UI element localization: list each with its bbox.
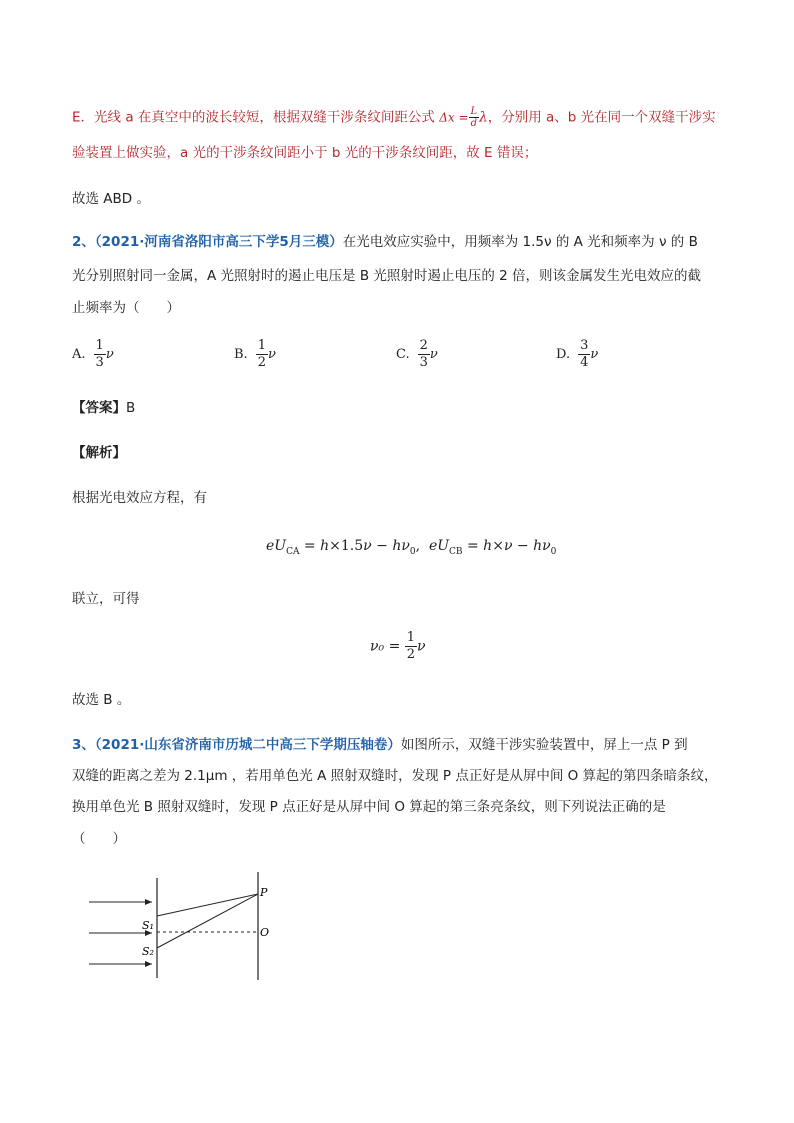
q2-conclusion: 故选 B 。 bbox=[72, 692, 131, 708]
q2-analysis-tag: 【解析】 bbox=[72, 445, 126, 461]
q2-result: ν₀ = $\frac{1}{2}$ ν bbox=[370, 630, 426, 662]
q2-equation: $eU_{CA} = h\times 1.5\nu - h\nu_0$, $eU_{CB} = h\times\nu - h\nu_0$ bbox=[266, 538, 557, 557]
q3-number: 3、 bbox=[72, 737, 95, 753]
formula-fraction: $\frac{L}{d}$ bbox=[470, 106, 478, 129]
option-e-explanation-line2: 验装置上做实验，a 光的干涉条纹间距小于 b 光的干涉条纹间距，故 E 错误； bbox=[72, 145, 538, 161]
option-b-fraction: $\frac{1}{2}$ bbox=[257, 338, 266, 370]
slit-s2-label: S₂ bbox=[142, 945, 154, 958]
q2-number: 2、 bbox=[72, 234, 95, 250]
q2-stem-line3: 止频率为（ ） bbox=[72, 300, 180, 316]
slit-s1-label: S₁ bbox=[142, 919, 154, 932]
q2-step1: 根据光电效应方程，有 bbox=[72, 490, 207, 506]
q2-option-d[interactable]: D. $\frac{3}{4}$ ν bbox=[556, 338, 599, 370]
point-p-label: P bbox=[260, 886, 268, 899]
q2-stem-line2: 光分别照射同一金属，A 光照射时的遏止电压是 B 光照射时遏止电压的 2 倍，则该金属发生光电效应的截 bbox=[72, 268, 702, 284]
q3-stem-line1: 3、（2021·山东省济南市历城二中高三下学期压轴卷）如图所示，双缝干涉实验装置中，屏上一点 P 到 bbox=[72, 737, 688, 753]
option-e-explanation-line1: E．光线 a 在真空中的波长较短，根据双缝干涉条纹间距公式 Δx = $\frac{L}{d}$ λ，分别用 a、b 光在同一个双缝干涉实 bbox=[72, 106, 716, 129]
q2-option-a[interactable]: A. $\frac{1}{3}$ ν bbox=[72, 338, 114, 370]
path-s2-to-p bbox=[157, 894, 258, 948]
q1-conclusion: 故选 ABD 。 bbox=[72, 191, 150, 207]
q2-option-b[interactable]: B. $\frac{1}{2}$ ν bbox=[234, 338, 276, 370]
q2-stem-line1: 2、（2021·河南省洛阳市高三下学5月三模）在光电效应实验中，用频率为 1.5ν 的 A 光和频率为 ν 的 B bbox=[72, 234, 698, 250]
q2-option-c[interactable]: C. $\frac{2}{3}$ ν bbox=[396, 338, 438, 370]
point-o-label: O bbox=[260, 926, 270, 939]
q3-stem-line2: 双缝的距离之差为 2.1μm ，若用单色光 A 照射双缝时，发现 P 点正好是从屏中间 O 算起的第四条暗条纹， bbox=[72, 768, 718, 784]
q3-stem-line4: （ ） bbox=[72, 831, 126, 847]
q2-step2: 联立，可得 bbox=[72, 591, 140, 607]
option-d-fraction: $\frac{3}{4}$ bbox=[580, 338, 589, 370]
q2-source: （2021·河南省洛阳市高三下学5月三模） bbox=[94, 234, 343, 250]
option-c-fraction: $\frac{2}{3}$ bbox=[419, 338, 428, 370]
path-s1-to-p bbox=[157, 894, 258, 916]
double-slit-diagram bbox=[84, 870, 294, 980]
formula-dx: Δx = bbox=[439, 110, 469, 125]
option-a-fraction: $\frac{1}{3}$ bbox=[95, 338, 104, 370]
q3-stem-line3: 换用单色光 B 照射双缝时，发现 P 点正好是从屏中间 O 算起的第三条亮条纹，则下列说法正确的是 bbox=[72, 799, 666, 815]
q2-answer: 【答案】B bbox=[72, 400, 136, 416]
q3-source: （2021·山东省济南市历城二中高三下学期压轴卷） bbox=[94, 737, 401, 753]
